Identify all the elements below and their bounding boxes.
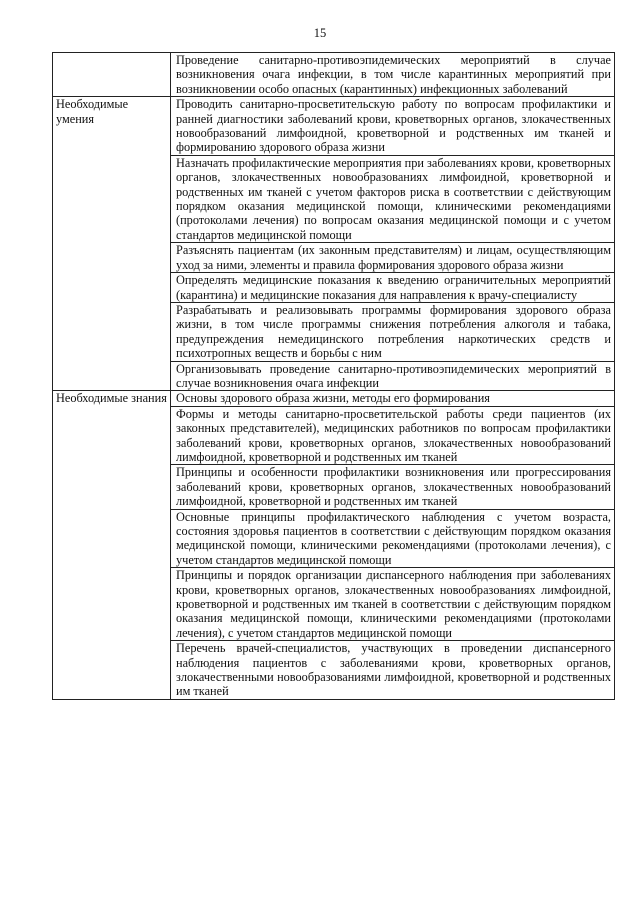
row-label-skills: Необходимые умения [53,97,171,156]
requirements-table [52,52,615,700]
row-label [53,361,171,391]
row-text: Проведение санитарно-противоэпидемических мероприятий в случае возникновения очага инфекции, в том числе карантинных мероприятий при возникновении особо опасных (карантинных) инфекционных заболеваний [171,53,615,97]
table-row [53,155,615,242]
table-row [53,273,615,303]
table-row [53,465,615,509]
row-label [53,243,171,273]
row-text: Проводить санитарно-просветительскую работу по вопросам профилактики и ранней диагностики заболеваний крови, кроветворных органов, злокачественных новообразований лимфоидной, кроветворной и родственных им тканей и формированию здорового образа жизни [171,97,615,156]
row-text: Формы и методы санитарно-просветительской работы среди пациентов (их законных представителей), медицинских работников по вопросам профилактики заболеваний крови, кроветворных органов, злокачественных новообразований лимфоидной, кроветворной и родственных им тканей [171,406,615,465]
row-text: Определять медицинские показания к введению ограничительных мероприятий (карантина) и медицинские показания для направления к врачу-специалисту [171,273,615,303]
table-row [53,243,615,273]
row-text: Основы здорового образа жизни, методы его формирования [171,391,615,406]
row-label [53,641,171,700]
row-text: Принципы и порядок организации диспансерного наблюдения при заболеваниях крови, кроветворных органов, злокачественных новообразованиях лимфоидной, кроветворной и родственных им тканей в соответствии с действующим порядком оказания медицинской помощи, клиническими рекомендациями (протоколами лечения), с учетом стандартов медицинской помощи [171,568,615,641]
row-text: Разъяснять пациентам (их законным представителям) и лицам, осуществляющим уход за ними, элементы и правила формирования здорового образа жизни [171,243,615,273]
row-label [53,568,171,641]
row-label [53,53,171,97]
table-row [53,53,615,97]
row-label [53,406,171,465]
row-text: Принципы и особенности профилактики возникновения или прогрессирования заболеваний крови, кроветворных органов, злокачественных новообразований лимфоидной, кроветворной и родственных им тканей [171,465,615,509]
row-text: Организовывать проведение санитарно-противоэпидемических мероприятий в случае возникновения очага инфекции [171,361,615,391]
table-row [53,406,615,465]
row-text: Основные принципы профилактического наблюдения с учетом возраста, состояния здоровья пациентов в соответствии с действующим порядком оказания медицинской помощи, клиническими рекомендациями (протоколами лечения), с учетом стандартов медицинской помощи [171,509,615,568]
row-label [53,465,171,509]
table-row [53,97,615,156]
page-number: 15 [313,26,327,40]
row-label [53,273,171,303]
row-label [53,155,171,242]
table-row [53,568,615,641]
table-row [53,302,615,361]
row-text: Назначать профилактические мероприятия при заболеваниях крови, кроветворных органов, злокачественных новообразованиях лимфоидной, кроветворной и родственных им тканей с учетом факторов риска в соответствии с действующим порядком оказания медицинской помощи, клиническими рекомендациями (протоколами лечения) по вопросам оказания медицинской помощи и с учетом стандартов медицинской помощи [171,155,615,242]
table-row [53,361,615,391]
row-text: Разрабатывать и реализовывать программы формирования здорового образа жизни, в том числе программы снижения потребления алкоголя и табака, предупреждения немедицинского потребления наркотических средств и психотропных веществ и борьбы с ним [171,302,615,361]
row-label-knowledge: Необходимые знания [53,391,171,406]
table-row [53,641,615,700]
table-row [53,391,615,406]
table-row [53,509,615,568]
row-label [53,302,171,361]
row-text: Перечень врачей-специалистов, участвующих в проведении диспансерного наблюдения пациентов с заболеваниями крови, кроветворных органов, злокачественными новообразованиями лимфоидной, кроветворной и родственных им тканей [171,641,615,700]
row-label [53,509,171,568]
